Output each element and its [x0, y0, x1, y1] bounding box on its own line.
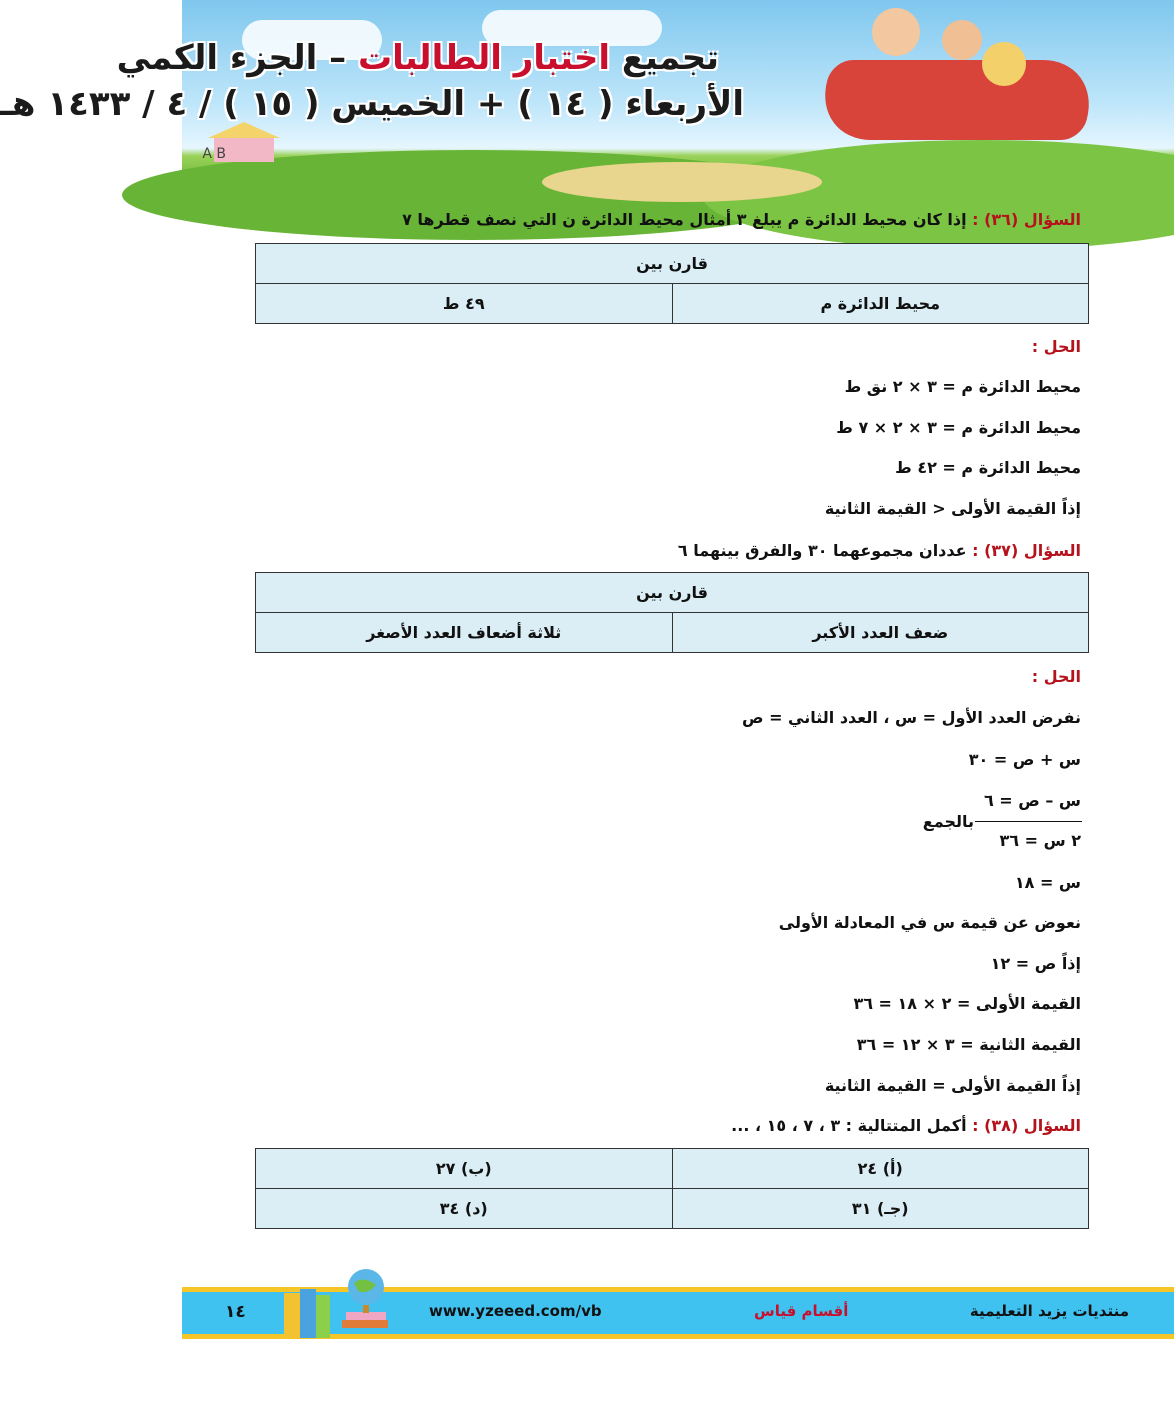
footer-section: أقسام قياس: [754, 1302, 849, 1320]
solution-step: نفرض العدد الأول = س ، العدد الثاني = ص: [741, 708, 1081, 727]
solution-label: الحل :: [1031, 337, 1081, 356]
compare-header: قارن بين: [256, 573, 1089, 613]
equation: س + ص = ٣٠: [968, 750, 1081, 769]
options-table-38: [255, 1148, 1089, 1229]
compare-value-second: ٤٩ ط: [256, 284, 673, 324]
solution-step: محيط الدائرة م = ٣ × ٢ نق ط: [844, 377, 1081, 396]
road-decoration: [542, 162, 822, 202]
page-number: ١٤: [225, 1302, 246, 1322]
add-label: بالجمع: [922, 812, 974, 831]
child-illustration: [942, 20, 982, 60]
equation: س – ص = ٦: [983, 791, 1081, 810]
house-letters: A B: [202, 146, 226, 162]
compare-table-36: [255, 243, 1089, 324]
compare-value-first: ضعف العدد الأكبر: [672, 613, 1089, 653]
child-illustration: [982, 42, 1026, 86]
solution-step: القيمة الثانية = ٣ × ١٢ = ٣٦: [856, 1035, 1081, 1054]
sum-divider: [975, 821, 1082, 822]
option-a[interactable]: (أ) ٢٤: [672, 1149, 1089, 1189]
compare-value-second: ثلاثة أضعاف العدد الأصغر: [256, 613, 673, 653]
option-d[interactable]: (د) ٣٤: [256, 1189, 673, 1229]
solution-step: نعوض عن قيمة س في المعادلة الأولى: [778, 913, 1081, 932]
solution-label: الحل :: [1031, 667, 1081, 686]
equation: س = ١٨: [1014, 873, 1081, 892]
solution-step: محيط الدائرة م = ٣ × ٢ × ٧ ط: [836, 418, 1081, 437]
question-38: السؤال (٣٨) : أكمل المتتالية : ٣ ، ٧ ، ١٥ ، ...: [731, 1116, 1081, 1135]
flying-carpet-illustration: [811, 60, 1102, 140]
question-36: السؤال (٣٦) : إذا كان محيط الدائرة م يبلغ ٣ أمثال محيط الدائرة ن التي نصف قطرها ٧: [402, 210, 1081, 229]
solution-conclusion: إذاً القيمة الأولى = القيمة الثانية: [824, 1076, 1081, 1095]
compare-value-first: محيط الدائرة م: [672, 284, 1089, 324]
compare-table-37: [255, 572, 1089, 653]
option-c[interactable]: (جـ) ٣١: [672, 1189, 1089, 1229]
house-icon: [194, 122, 294, 164]
page-title: تجميع اختبار الطالبات – الجزء الكمي: [116, 38, 719, 78]
header-banner: [0, 0, 1174, 190]
option-b[interactable]: (ب) ٢٧: [256, 1149, 673, 1189]
solution-step: القيمة الأولى = ٢ × ١٨ = ٣٦: [853, 994, 1081, 1013]
question-37: السؤال (٣٧) : عددان مجموعهما ٣٠ والفرق بينهما ٦: [677, 541, 1081, 560]
equation: ٢ س = ٣٦: [999, 831, 1081, 850]
compare-header: قارن بين: [256, 244, 1089, 284]
books-globe-icon: [282, 1265, 392, 1340]
child-illustration: [872, 8, 920, 56]
footer-forum-name: منتديات يزيد التعليمية: [969, 1302, 1129, 1320]
solution-step: محيط الدائرة م = ٤٢ ط: [895, 458, 1081, 477]
solution-step: إذاً ص = ١٢: [990, 954, 1081, 973]
solution-conclusion: إذاً القيمة الأولى < القيمة الثانية: [824, 499, 1081, 518]
page-subtitle: الأربعاء ( ١٤ ) + الخميس ( ١٥ ) / ٤ / ١٤٣٣ هـ: [0, 84, 744, 124]
footer-url[interactable]: www.yzeeed.com/vb: [429, 1302, 602, 1320]
